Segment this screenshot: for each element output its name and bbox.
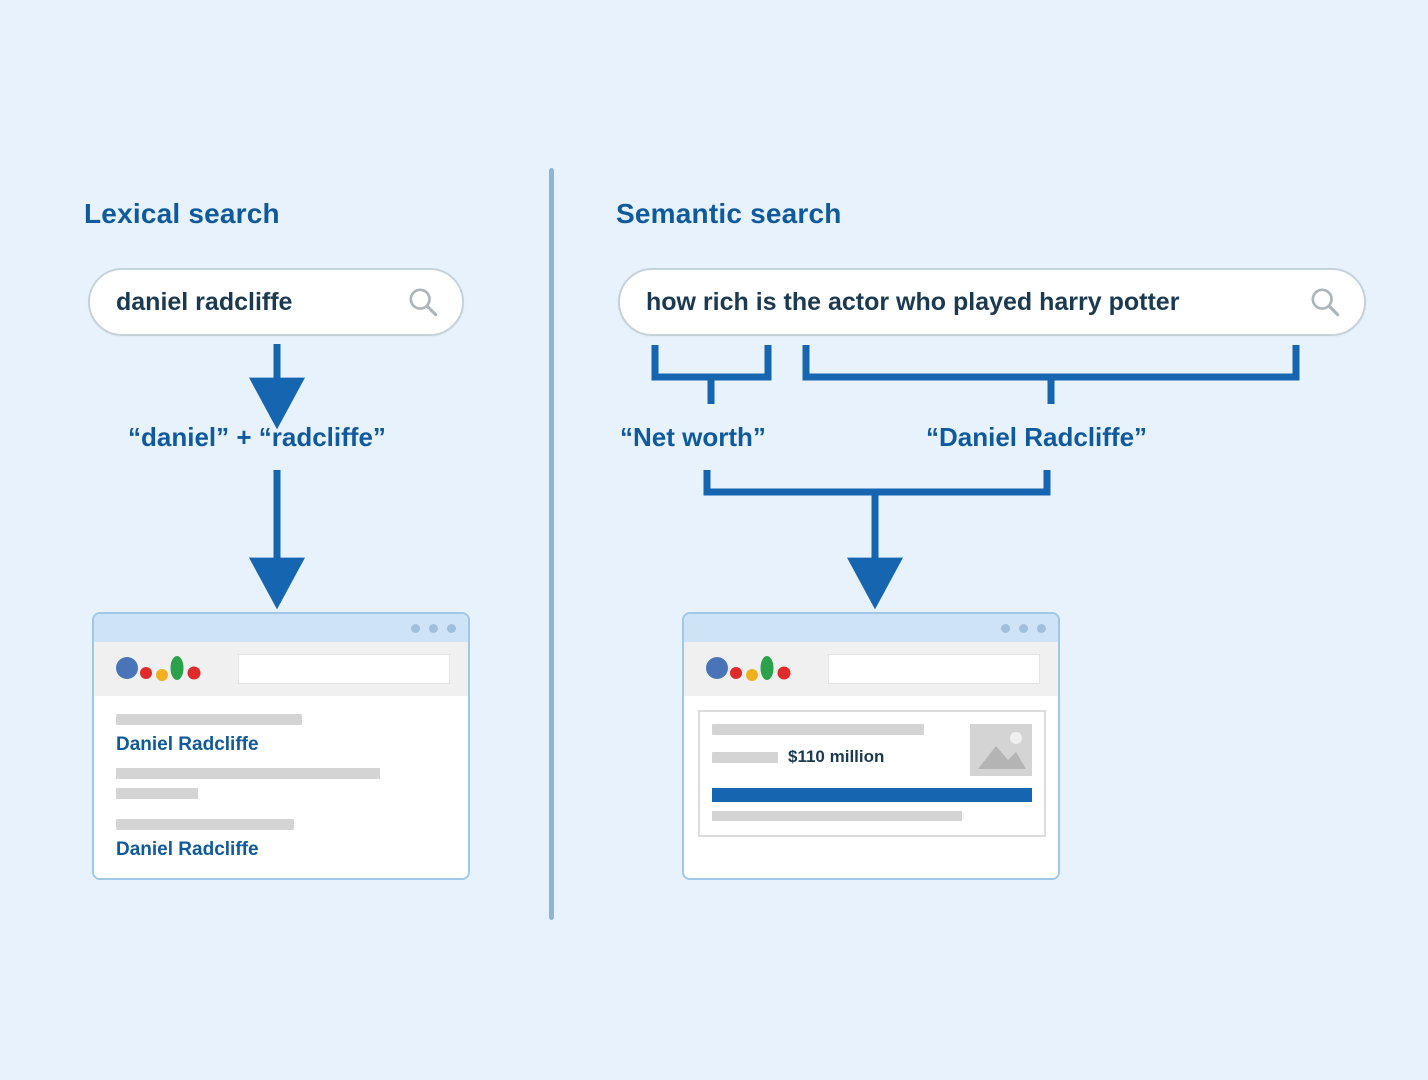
- browser-toolbar: [684, 642, 1058, 696]
- semantic-concept-net-worth: “Net worth”: [620, 422, 766, 452]
- highlighted-result-bar: [712, 788, 1032, 802]
- browser-chrome-bar: [684, 614, 1058, 642]
- window-dot: [411, 624, 420, 633]
- search-icon[interactable]: [406, 285, 440, 319]
- column-divider: [549, 168, 554, 920]
- lexical-search-input[interactable]: daniel radcliffe: [116, 287, 293, 316]
- browser-url-field[interactable]: [828, 654, 1040, 684]
- result-title-1[interactable]: Daniel Radcliffe: [116, 734, 259, 755]
- placeholder-line: [712, 811, 962, 821]
- window-dot: [1037, 624, 1046, 633]
- search-engine-logo-icon: [704, 655, 812, 683]
- lexical-tokens-label: “daniel” + “radcliffe”: [128, 422, 386, 452]
- semantic-browser-window: [682, 612, 1060, 880]
- placeholder-line: [712, 724, 924, 735]
- search-icon[interactable]: [1308, 285, 1342, 319]
- semantic-search-heading: Semantic search: [616, 198, 842, 229]
- lexical-browser-window: [92, 612, 470, 880]
- semantic-search-box[interactable]: [618, 268, 1366, 336]
- semantic-search-input[interactable]: how rich is the actor who played harry potter: [646, 287, 1180, 316]
- search-engine-logo-icon: [114, 655, 222, 683]
- semantic-results-area: [684, 710, 1058, 880]
- window-dot: [447, 624, 456, 633]
- browser-url-field[interactable]: [238, 654, 450, 684]
- result-title-2[interactable]: Daniel Radcliffe: [116, 839, 259, 860]
- knowledge-panel: [698, 710, 1046, 837]
- semantic-concept-daniel-radcliffe: “Daniel Radcliffe”: [926, 422, 1148, 452]
- lexical-results-area: [94, 696, 468, 880]
- window-dot: [429, 624, 438, 633]
- placeholder-line: [116, 714, 302, 725]
- window-dot: [1001, 624, 1010, 633]
- placeholder-line: [712, 752, 778, 763]
- lexical-search-heading: Lexical search: [84, 198, 280, 229]
- browser-toolbar: [94, 642, 468, 696]
- placeholder-line: [116, 788, 198, 799]
- placeholder-line: [116, 819, 294, 830]
- browser-chrome-bar: [94, 614, 468, 642]
- window-dot: [1019, 624, 1028, 633]
- image-icon: [970, 724, 1032, 776]
- lexical-search-box[interactable]: [88, 268, 464, 336]
- net-worth-value: $110 million: [788, 747, 885, 766]
- placeholder-line: [116, 768, 380, 779]
